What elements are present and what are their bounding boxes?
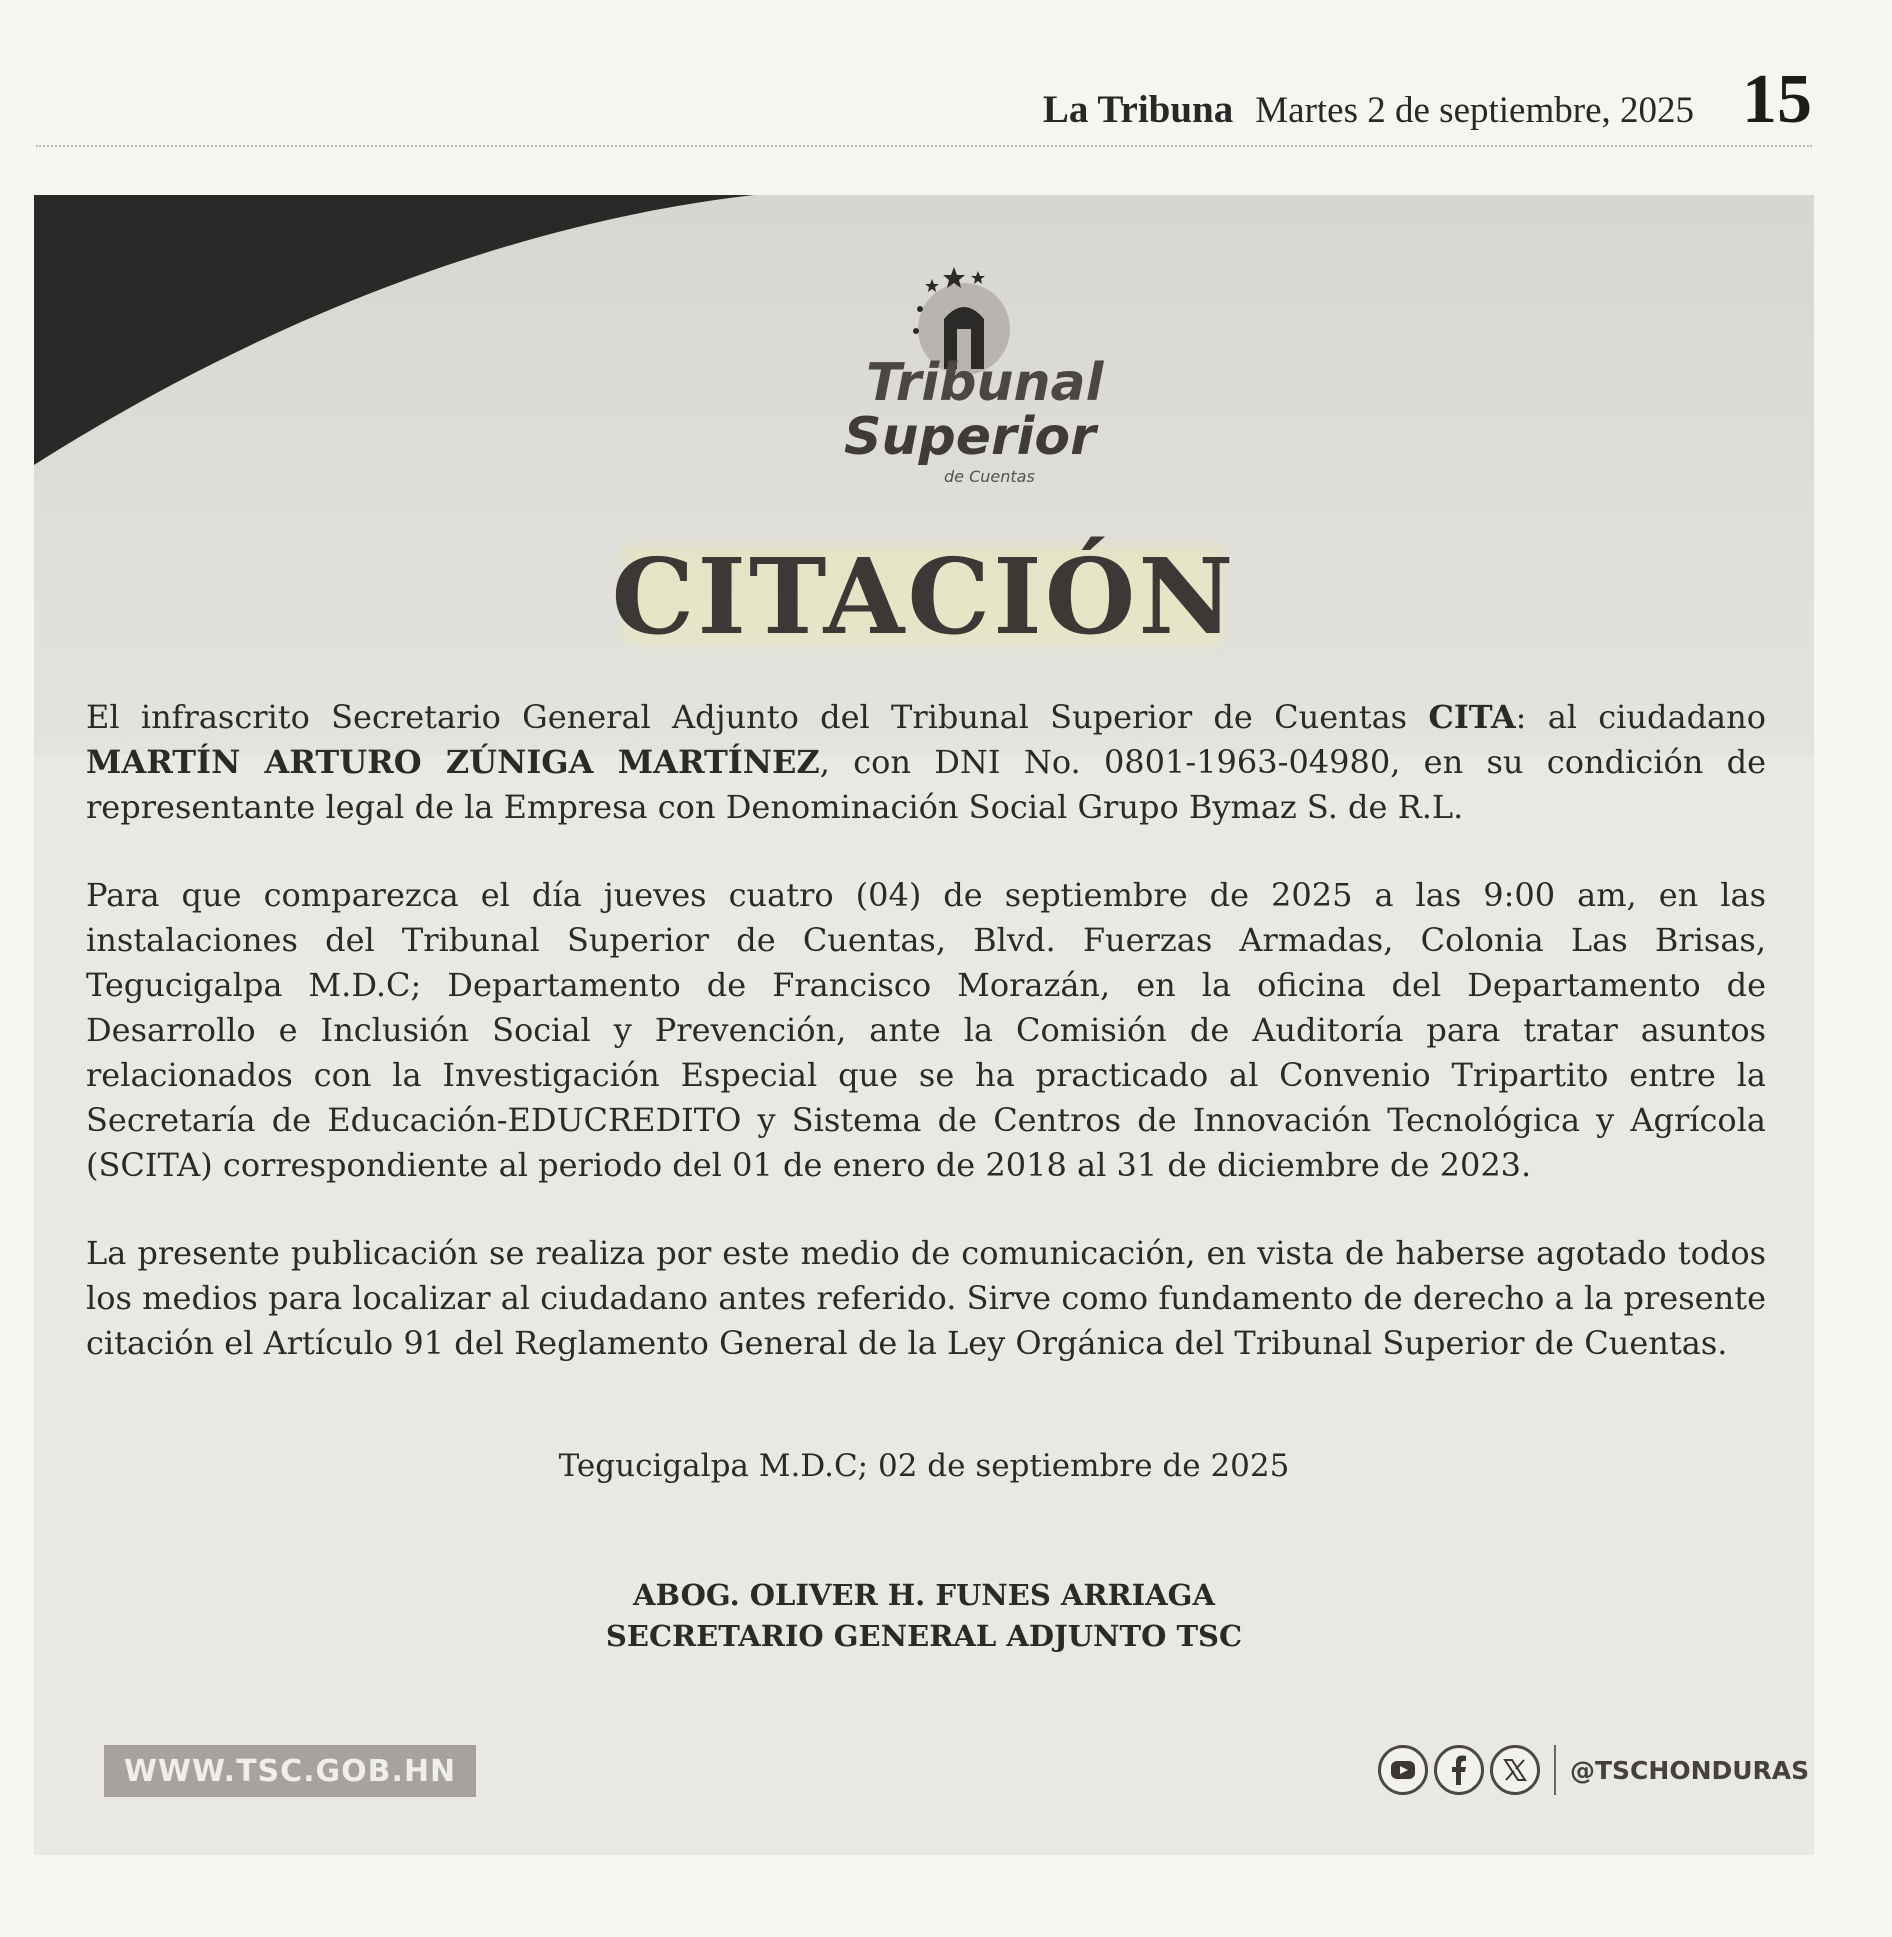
notice-title: CITACIÓN (611, 535, 1237, 658)
header-divider (36, 145, 1812, 147)
website-banner: WWW.TSC.GOB.HN (104, 1745, 476, 1797)
social-media-bar (1378, 1740, 1809, 1800)
publication-date: Martes 2 de septiembre, 2025 (1255, 90, 1694, 131)
social-handle: @TSCHONDURAS (1570, 1755, 1810, 1785)
x-icon (1490, 1745, 1540, 1795)
text-fragment: : al ciudadano (1515, 698, 1767, 736)
paragraph-appointment: Para que comparezca el día jueves cuatro (04) de septiembre de 2025 a las 9:00 am, en las instalaciones del Tribunal Superior de Cuentas, Blvd. Fuerzas Armadas, Colonia Las Brisas, Tegucigalpa M.D.C; Departamento de Francisco Morazán, en la oficina del Departamento de Desarrollo e Inclusión Social y Prevención, ante la Comisión de Auditoría para tratar asuntos relacionados con la Investigación Especial que se ha practicado al Convenio Tripartito entre la Secretaría de Educación-EDUCREDITO y Sistema de Centros de Innovación Tecnológica y Agrícola (SCITA) correspondiente al periodo del 01 de enero de 2018 al 31 de diciembre de 2023. (86, 876, 1766, 1184)
logo-line-tribunal: Tribunal (866, 353, 1104, 413)
signer-name: ABOG. OLIVER H. FUNES ARRIAGA (633, 1578, 1215, 1612)
place-and-date: Tegucigalpa M.D.C; 02 de septiembre de 2025 (558, 1448, 1290, 1484)
logo-line-superior: Superior (844, 407, 1096, 467)
paragraph-legal-basis: La presente publicación se realiza por este medio de comunicación, en vista de haberse agotado todos los medios para localizar al ciudadano antes referido. Sirve como fundamento de derecho a la presente citación el Artículo 91 del Reglamento General de la Ley Orgánica del Tribunal Superior de Cuentas. (86, 1234, 1766, 1362)
facebook-icon (1434, 1745, 1484, 1795)
signature-block (34, 1575, 1814, 1657)
publication-name: La Tribuna (1042, 88, 1234, 131)
signer-title: SECRETARIO GENERAL ADJUNTO TSC (605, 1619, 1243, 1653)
logo-line-cuentas: de Cuentas (944, 467, 1035, 486)
text-fragment: El infrascrito Secretario General Adjunto del Tribunal Superior de Cuentas (86, 698, 1429, 736)
notice-body (86, 695, 1766, 1409)
page-number: 15 (1742, 61, 1812, 138)
social-divider (1554, 1745, 1556, 1795)
cited-person-name: MARTÍN ARTURO ZÚNIGA MARTÍNEZ (86, 743, 820, 781)
text-fragment: , con DNI No. 0801-1963-04980, en su condición de representante legal de la Empresa con Denominación Social Grupo Bymaz S. de R.L. (86, 743, 1767, 826)
citation-notice (34, 195, 1814, 1855)
paragraph-citation (86, 695, 1766, 830)
cita-keyword: CITA (1428, 698, 1516, 736)
tsc-logo (794, 257, 1114, 497)
page-header (0, 60, 1812, 140)
decorative-swoosh (34, 195, 754, 495)
youtube-icon (1378, 1745, 1428, 1795)
